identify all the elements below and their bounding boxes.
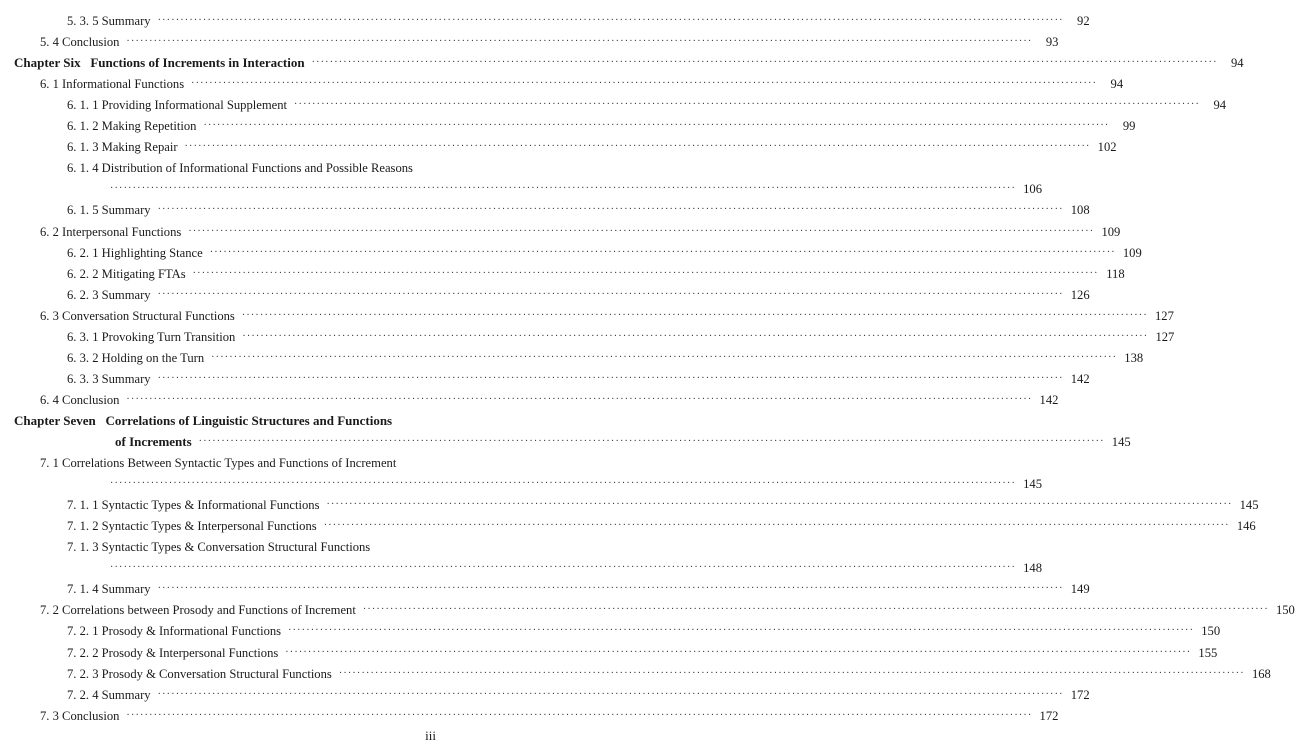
toc-entry[interactable] — [0, 665, 1271, 683]
toc-entry[interactable] — [0, 223, 1121, 241]
toc-entry-page: 145 — [1239, 498, 1259, 513]
toc-entry-title: 6. 2 Interpersonal Functions — [40, 224, 182, 239]
toc-entry-title: 6. 1. 4 Distribution of Informational Functions and Possible Reasons — [67, 161, 413, 176]
dot-leader: ········································································································································································································ — [157, 372, 1064, 384]
dot-leader: ········································································································································································································ — [203, 120, 1110, 132]
toc-entry-page: 138 — [1124, 350, 1144, 365]
toc-entry-page: 94 — [1231, 56, 1244, 71]
toc-entry[interactable] — [0, 412, 459, 430]
toc-entry-title: 7. 2. 4 Summary — [67, 687, 151, 702]
toc-entry-title: 6. 3. 3 Summary — [67, 371, 151, 386]
toc-entry[interactable] — [0, 538, 459, 556]
toc-entry[interactable] — [0, 496, 1259, 514]
toc-entry[interactable] — [0, 475, 1043, 493]
toc-entry-page: 93 — [1045, 35, 1059, 50]
toc-entry-page: 92 — [1077, 14, 1090, 28]
dot-leader: ········································································································································································································ — [242, 330, 1149, 342]
dot-leader: ········································································································································································································ — [157, 288, 1064, 300]
toc-entry-page: 172 — [1070, 687, 1090, 702]
toc-entry-title: 6. 4 Conclusion — [40, 392, 120, 407]
toc-entry-title: Chapter Seven Correlations of Linguistic Structures and Functions — [14, 412, 393, 428]
dot-leader: ········································································································································································································ — [285, 646, 1192, 658]
toc-entry-title: 6. 2. 3 Summary — [67, 287, 151, 302]
toc-entry-title: Chapter Six Functions of Increments in Interaction — [14, 55, 305, 71]
toc-entry[interactable] — [0, 644, 1218, 662]
dot-leader: ········································································································································································································ — [126, 709, 1033, 721]
toc-entry[interactable] — [0, 54, 1244, 72]
toc-entry-page: 155 — [1198, 645, 1218, 660]
toc-entry-page: 126 — [1070, 287, 1090, 302]
dot-leader: ········································································································································································································ — [110, 562, 1017, 574]
toc-entry-page: 146 — [1236, 519, 1256, 534]
dot-leader: ········································································································································································································ — [184, 141, 1091, 153]
toc-entry[interactable] — [0, 307, 1174, 325]
toc-entry[interactable] — [0, 138, 1117, 156]
toc-entry-title: 5. 3. 5 Summary — [67, 14, 151, 28]
toc-entry-page: 148 — [1023, 561, 1043, 576]
toc-entry-page: 172 — [1039, 708, 1059, 723]
toc-entry-page: 99 — [1122, 119, 1136, 134]
dot-leader: ········································································································································································································ — [211, 351, 1118, 363]
toc-entry[interactable] — [0, 559, 1043, 577]
toc-entry-title: 7. 3 Conclusion — [40, 708, 120, 723]
toc-entry-title: 6. 1. 3 Making Repair — [67, 140, 178, 155]
toc-entry-page: 168 — [1251, 666, 1271, 681]
toc-entry-title: 7. 1. 1 Syntactic Types & Informational Functions — [67, 498, 320, 513]
toc-entry-page: 150 — [1201, 624, 1221, 639]
toc-entry-page: 150 — [1275, 603, 1295, 618]
toc-entry-page: 118 — [1106, 266, 1125, 281]
toc-entry[interactable] — [0, 33, 1059, 51]
toc-entry-title: 7. 2 Correlations between Prosody and Functions of Increment — [40, 603, 356, 618]
dot-leader: ········································································································································································································ — [323, 520, 1230, 532]
toc-entry-title: 6. 3 Conversation Structural Functions — [40, 308, 235, 323]
toc-entry-title: 5. 4 Conclusion — [40, 35, 120, 50]
toc-entry[interactable] — [0, 201, 1090, 219]
dot-leader: ········································································································································································································ — [110, 478, 1017, 490]
toc-entry[interactable] — [0, 580, 1090, 598]
toc-entry[interactable] — [0, 75, 1124, 93]
toc-entry-page: 149 — [1070, 582, 1090, 597]
toc-entry[interactable] — [0, 707, 1059, 725]
toc-entry-page: 109 — [1101, 224, 1121, 239]
toc-entry[interactable] — [0, 433, 1131, 451]
toc-entry-page: 106 — [1023, 182, 1043, 197]
toc-entry-page: 127 — [1155, 329, 1175, 344]
toc-entry[interactable] — [0, 286, 1090, 304]
toc-entry[interactable] — [0, 686, 1090, 704]
toc-entry-title: of Increments — [115, 434, 192, 449]
page-number-folio: iii — [425, 728, 436, 743]
dot-leader: ········································································································································································································ — [198, 436, 1105, 447]
toc-entry-page: 142 — [1070, 371, 1090, 386]
toc-entry-title: 7. 2. 1 Prosody & Informational Functions — [67, 624, 282, 639]
dot-leader: ········································································································································································································ — [311, 57, 1218, 69]
toc-entry[interactable] — [0, 159, 459, 177]
toc-entry[interactable] — [0, 328, 1175, 346]
toc-entry-title: 6. 2. 2 Mitigating FTAs — [67, 266, 186, 281]
dot-leader: ········································································································································································································ — [209, 246, 1116, 258]
toc-entry[interactable] — [0, 517, 1256, 535]
toc-entry-title: 6. 1. 5 Summary — [67, 203, 151, 218]
toc-entry-title: 7. 1. 2 Syntactic Types & Interpersonal Functions — [67, 519, 317, 534]
toc-entry-title: 6. 1. 1 Providing Informational Supplement — [67, 98, 288, 113]
toc-entry-title: 6. 2. 1 Highlighting Stance — [67, 245, 203, 260]
toc-entry-page: 109 — [1122, 245, 1142, 260]
dot-leader: ········································································································································································································ — [157, 688, 1064, 700]
dot-leader: ········································································································································································································ — [110, 183, 1017, 195]
toc-entry[interactable] — [0, 601, 1295, 619]
dot-leader: ········································································································································································································ — [188, 225, 1095, 237]
dot-leader: ········································································································································································································ — [362, 604, 1269, 616]
toc-entry-title: 6. 1 Informational Functions — [40, 77, 185, 92]
toc-entry-page: 145 — [1023, 477, 1043, 492]
toc-entry[interactable] — [0, 265, 1125, 283]
toc-entry-title: 6. 3. 1 Provoking Turn Transition — [67, 329, 236, 344]
toc-entry[interactable] — [0, 622, 1221, 640]
dot-leader: ········································································································································································································ — [191, 78, 1098, 90]
toc-entry-page: 94 — [1213, 98, 1227, 113]
dot-leader: ········································································································································································································ — [338, 667, 1245, 679]
toc-entry[interactable] — [0, 349, 1144, 367]
toc-entry[interactable] — [0, 244, 1142, 262]
toc-entry[interactable] — [0, 391, 1059, 409]
toc-entry[interactable] — [0, 96, 1227, 114]
dot-leader: ········································································································································································································ — [326, 499, 1233, 511]
toc-entry-title: 6. 1. 2 Making Repetition — [67, 119, 197, 134]
toc-entry-page: 108 — [1070, 203, 1090, 218]
toc-entry[interactable] — [0, 117, 1136, 135]
toc-entry-page: 94 — [1110, 77, 1124, 92]
toc-entry[interactable] — [0, 454, 459, 472]
toc-entry-page: 127 — [1154, 308, 1174, 323]
dot-leader: ········································································································································································································ — [192, 267, 1099, 279]
toc-entry-title: 7. 2. 3 Prosody & Conversation Structural Functions — [67, 666, 332, 681]
toc-entry-page: 142 — [1039, 392, 1059, 407]
toc-entry-title: 6. 3. 2 Holding on the Turn — [67, 350, 205, 365]
toc-entry[interactable] — [0, 370, 1090, 388]
dot-leader: ········································································································································································································ — [241, 309, 1148, 321]
toc-entry[interactable] — [0, 180, 1043, 198]
dot-leader: ········································································································································································································ — [126, 36, 1033, 48]
toc-entry-title: 7. 1. 3 Syntactic Types & Conversation Structural Functions — [67, 540, 371, 555]
dot-leader: ········································································································································································································ — [157, 204, 1064, 216]
toc-entry-title: 7. 1 Correlations Between Syntactic Types and Functions of Increment — [40, 456, 397, 471]
toc-entry[interactable] — [0, 12, 1090, 30]
toc-entry-title: 7. 2. 2 Prosody & Interpersonal Functions — [67, 645, 279, 660]
toc-entry-page: 145 — [1111, 435, 1131, 449]
dot-leader: ········································································································································································································ — [157, 583, 1064, 595]
toc-entry-title: 7. 1. 4 Summary — [67, 582, 151, 597]
dot-leader: ········································································································································································································ — [288, 625, 1195, 637]
dot-leader: ········································································································································································································ — [157, 15, 1064, 26]
dot-leader: ········································································································································································································ — [294, 99, 1201, 111]
dot-leader: ········································································································································································································ — [126, 393, 1033, 405]
toc-entry-page: 102 — [1097, 140, 1117, 155]
